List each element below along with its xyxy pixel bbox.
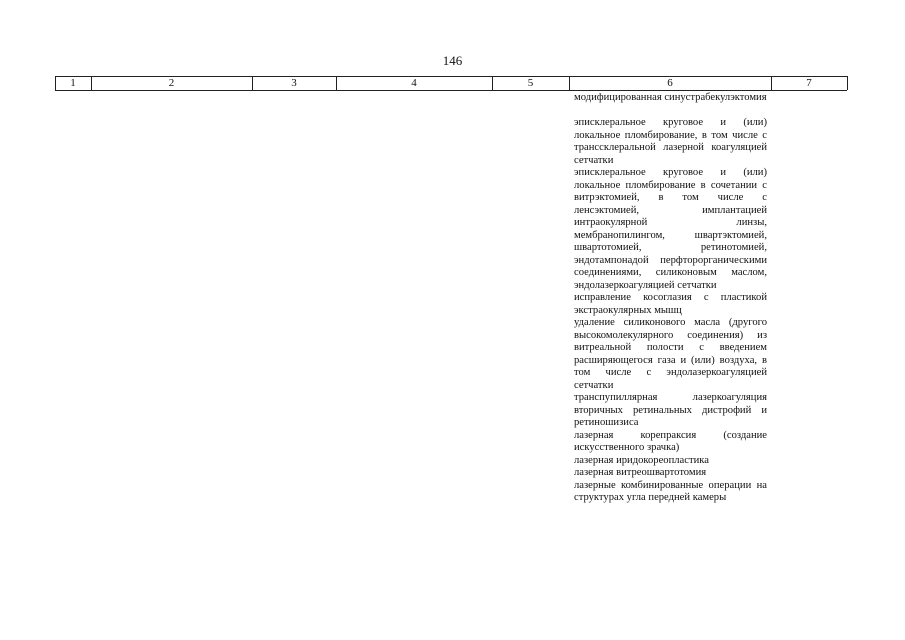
procedure-entry: лазерные комбинированные операции на структурах угла передней камеры: [574, 479, 767, 503]
procedure-entry: модифицированная синустрабекулэктомия: [574, 92, 767, 103]
procedure-entry: лазерная иридокореопластика: [574, 454, 709, 466]
blank-line: [574, 105, 767, 118]
column-number-6: 6: [667, 77, 673, 89]
column-number-7: 7: [806, 77, 812, 89]
column-number-2: 2: [168, 77, 175, 89]
procedure-entry: транспупиллярная лазеркоагуляция вторичных ретинальных дистрофий и ретиношизиса: [574, 392, 767, 428]
column-number-4: 4: [411, 77, 417, 89]
procedure-entry: удаление силиконового масла (другого высокомолекулярного соединения) из витреальной полости с введением расширяющегося газа и (или) воздуха, в том числе с эндолазеркоагуляцией сетчатки: [574, 317, 767, 391]
column-6-content: [574, 92, 767, 505]
page-number: 146: [442, 53, 463, 68]
column-number-5: 5: [527, 77, 534, 89]
procedure-entry: лазерная витреошвартотомия: [574, 467, 707, 478]
column-number-3: 3: [291, 77, 297, 89]
column-divider: [847, 76, 848, 90]
procedure-entry: исправление косоглазия с пластикой экстраокулярных мышц: [574, 292, 767, 316]
procedure-entry: эписклеральное круговое и (или) локальное пломбирование, в том числе с транссклеральной лазерной коагуляцией сетчатки: [574, 117, 767, 166]
procedure-entry: эписклеральное круговое и (или) локальное пломбирование в сочетании с витрэктомией, в том числе с ленсэктомией, имплантацией интраокулярной линзы, мембранопилингом, швартэктомией, швартотомией, ретинотомией, эндотампонадой перфторорганическими соединениями, силиконовым маслом, эндолазеркоагуляцией сетчатки: [574, 167, 767, 291]
table-header-bottom-border: [55, 90, 847, 91]
column-number-1: 1: [70, 77, 76, 89]
procedure-entry: лазерная корепраксия (создание искусственного зрачка): [574, 429, 767, 453]
